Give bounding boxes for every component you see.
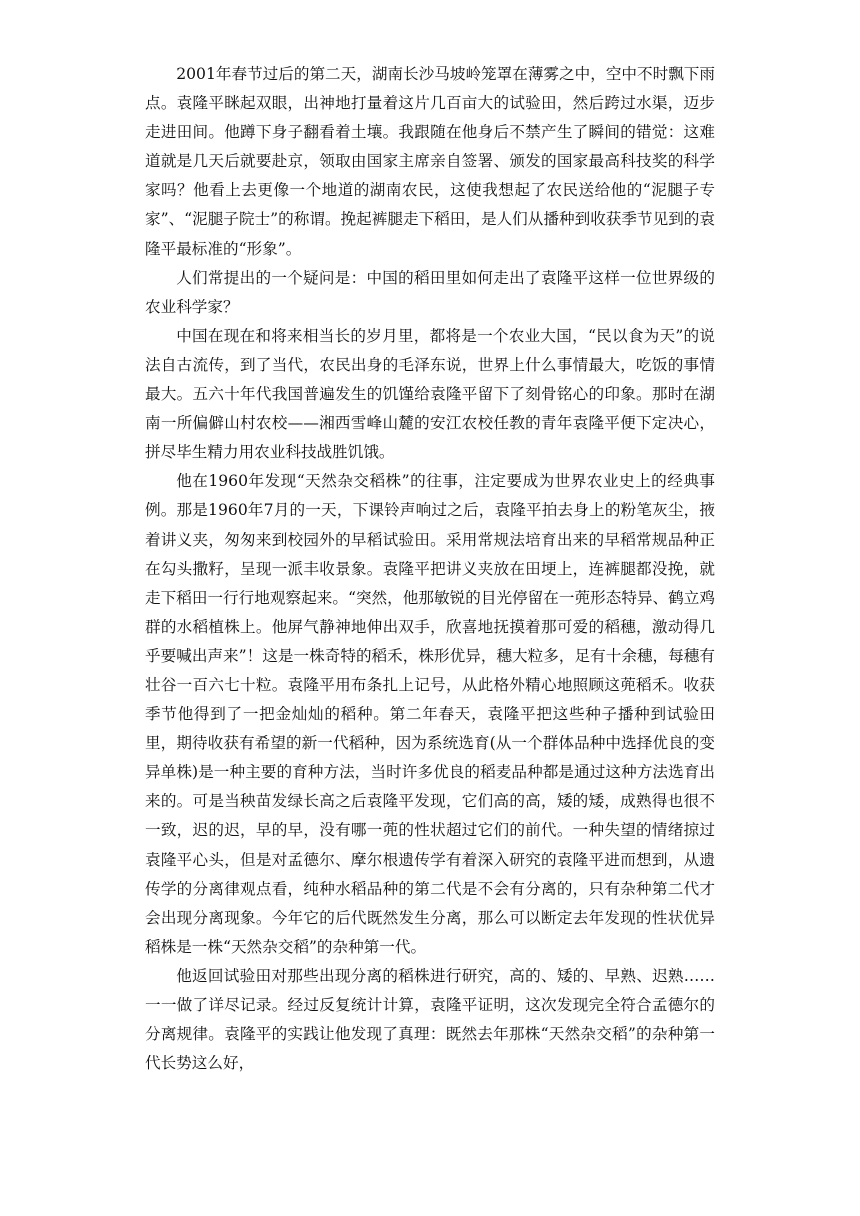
paragraph-2: 人们常提出的一个疑问是：中国的稻田里如何走出了袁隆平这样一位世界级的农业科学家？ — [145, 268, 715, 316]
paragraph-1: 2001年春节过后的第二天，湖南长沙马坡岭笼罩在薄雾之中，空中不时飘下雨点。袁隆平眯起双眼，出神地打量着这片几百亩大的试验田，然后跨过水渠，迈步走进田间。他蹲下身子翻看着土壤。我跟随在他身后不禁产生了瞬间的错觉：这难道就是几天后就要赴京，领取由国家主席亲自签署、颁发的国家最高科技奖的科学家吗？他看上去更像一个地道的湖南农民，这使我想起了农民送给他的“泥腿子专家”、“泥腿子院士”的称谓。挽起裤腿走下稻田，是人们从播种到收获季节见到的袁隆平最标准的“形象”。 — [145, 65, 715, 258]
paragraph-4: 他在1960年发现“天然杂交稻株”的往事，注定要成为世界农业史上的经典事例。那是1960年7月的一天，下课铃声响过之后，袁隆平拍去身上的粉笔灰尘，掖着讲义夹，匆匆来到校园外的早稻试验田。采用常规法培育出来的早稻常规品种正在勾头撒籽，呈现一派丰收景象。袁隆平把讲义夹放在田埂上，连裤腿都没挽，就走下稻田一行行地观察起来。“突然，他那敏锐的目光停留在一蔸形态特异、鹤立鸡群的水稻植株上。他屏气静神地伸出双手，欣喜地抚摸着那可爱的稻穗，激动得几乎要喊出声来”！这是一株奇特的稻禾，株形优异，穗大粒多，足有十余穗，每穗有壮谷一百六七十粒。袁隆平用布条扎上记号，从此格外精心地照顾这蔸稻禾。收获季节他得到了一把金灿灿的稻种。第二年春天，袁隆平把这些种子播种到试验田里，期待收获有希望的新一代稻种，因为系统选育(从一个群体品种中选择优良的变异单株)是一种主要的育种方法，当时许多优良的稻麦品种都是通过这种方法选育出来的。可是当秧苗发绿长高之后袁隆平发现，它们高的高，矮的矮，成熟得也很不一致，迟的迟，早的早，没有哪一蔸的性状超过它们的前代。一种失望的情绪掠过袁隆平心头，但是对孟德尔、摩尔根遗传学有着深入研究的袁隆平进而想到，从遗传学的分离律观点看，纯种水稻品种的第二代是不会有分离的，只有杂种第二代才会出现分离现象。今年它的后代既然发生分离，那么可以断定去年发现的性状优异稻株是一株“天然杂交稻”的杂种第一代。 — [145, 472, 715, 956]
paragraph-3: 中国在现在和将来相当长的岁月里，都将是一个农业大国，“民以食为天”的说法自古流传，到了当代，农民出身的毛泽东说，世界上什么事情最大，吃饭的事情最大。五六十年代我国普遍发生的饥馑给袁隆平留下了刻骨铭心的印象。那时在湖南一所偏僻山村农校——湘西雪峰山麓的安江农校任教的青年袁隆平便下定决心，拼尽毕生精力用农业科技战胜饥饿。 — [145, 326, 715, 462]
paragraph-5: 他返回试验田对那些出现分离的稻株进行研究，高的、矮的、早熟、迟熟……一一做了详尽记录。经过反复统计计算，袁隆平证明，这次发现完全符合孟德尔的分离规律。袁隆平的实践让他发现了真理：既然去年那株“天然杂交稻”的杂种第一代长势这么好， — [145, 966, 715, 1073]
document-page — [145, 60, 715, 1078]
